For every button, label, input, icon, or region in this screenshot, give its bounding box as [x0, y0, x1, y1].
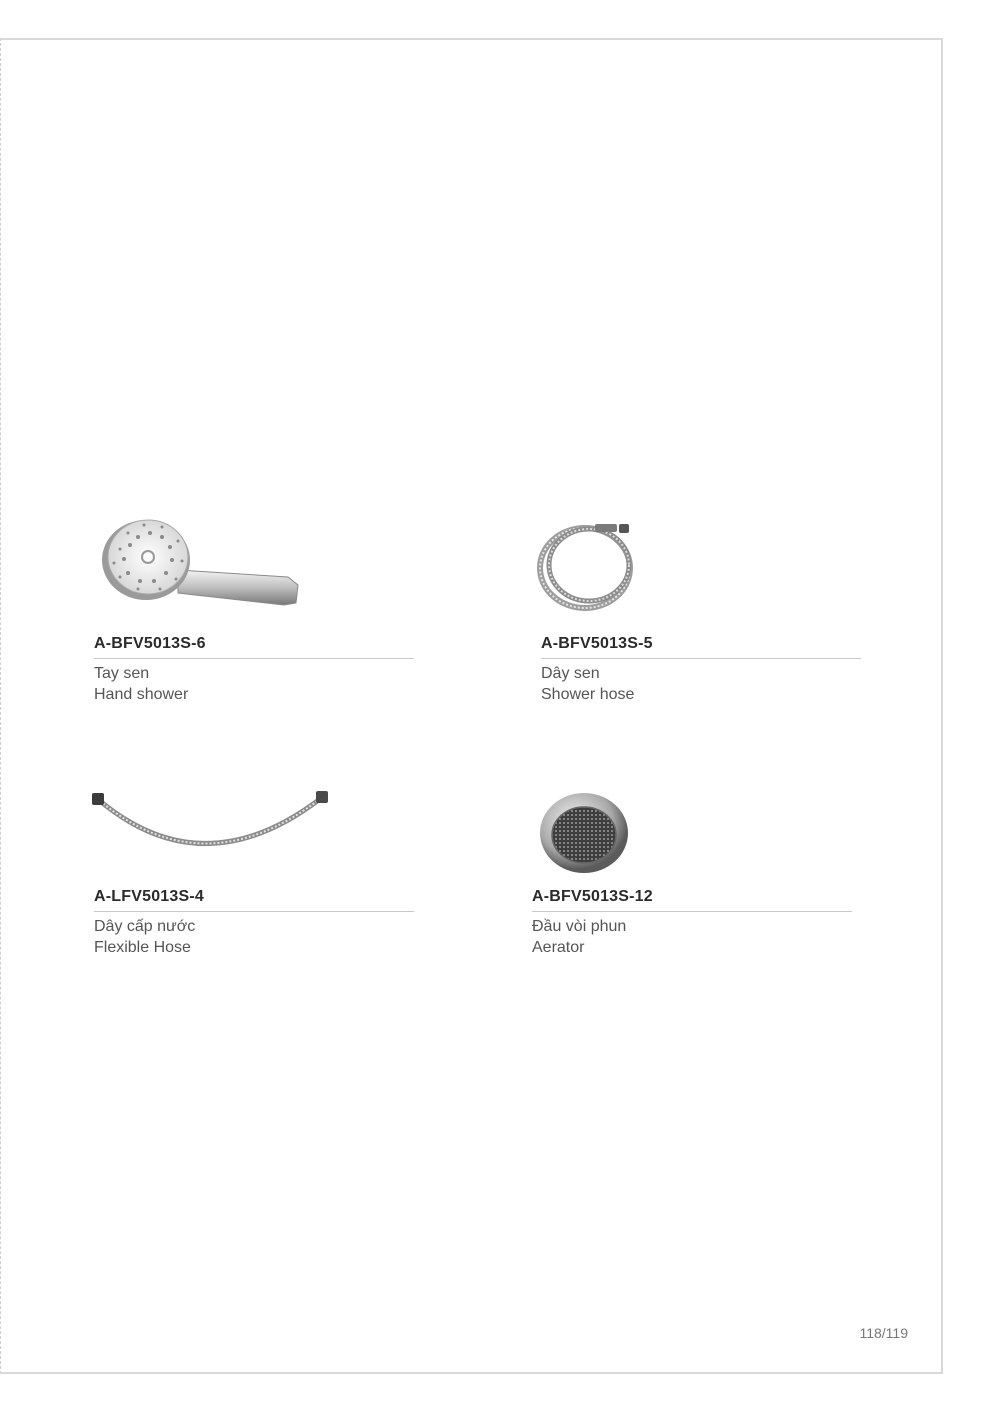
divider	[532, 911, 852, 912]
page-number: 118/119	[859, 1325, 908, 1341]
product-code: A-LFV5013S-4	[94, 888, 204, 905]
product-code: A-BFV5013S-6	[94, 635, 206, 652]
shower-hose-icon	[533, 520, 653, 620]
product-shower-hose	[541, 515, 861, 715]
divider	[94, 658, 414, 659]
product-name-vi: Đầu vòi phun	[532, 918, 627, 935]
product-name-vi: Tay sen	[94, 665, 150, 682]
aerator-icon	[538, 793, 638, 883]
divider	[541, 658, 861, 659]
product-name-vi: Dây cấp nước	[94, 918, 196, 935]
divider	[94, 911, 414, 912]
product-name-en: Aerator	[532, 939, 585, 956]
product-aerator	[532, 785, 852, 965]
product-name-en: Shower hose	[541, 686, 635, 703]
hand-shower-icon	[98, 515, 308, 615]
flexible-hose-icon	[92, 787, 332, 857]
product-code: A-BFV5013S-5	[541, 635, 653, 652]
product-code: A-BFV5013S-12	[532, 888, 653, 905]
product-name-en: Hand shower	[94, 686, 189, 703]
product-flexible-hose	[94, 785, 414, 965]
product-hand-shower	[94, 515, 414, 715]
product-name-en: Flexible Hose	[94, 939, 191, 956]
product-name-vi: Dây sen	[541, 665, 600, 682]
